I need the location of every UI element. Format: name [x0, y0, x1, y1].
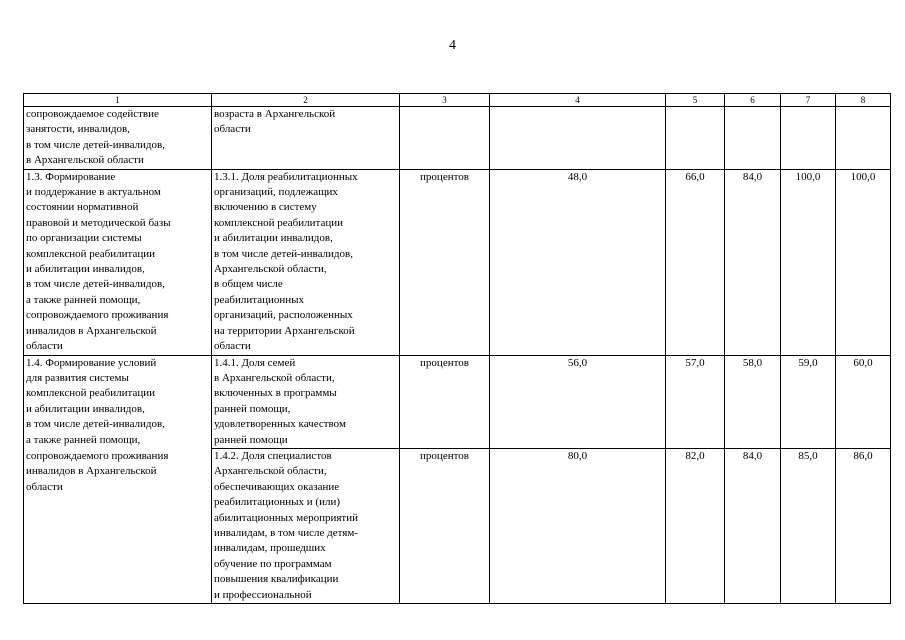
value-cell: 85,0: [781, 448, 836, 603]
indicator-cell: 1.4.1. Доля семей в Архангельской области, включенных в программы ранней помощи, удовлетворенных качеством ранней помощи: [212, 355, 400, 448]
task-cell: сопровождаемого проживания инвалидов в Архангельской области: [24, 448, 212, 603]
value-cell: 100,0: [781, 169, 836, 355]
value-cell: 66,0: [666, 169, 725, 355]
header-cell: 4: [490, 94, 666, 107]
value-cell: [725, 107, 781, 170]
header-row: [24, 94, 891, 107]
value-cell: 84,0: [725, 169, 781, 355]
task-cell: сопровождаемое содействие занятости, инвалидов, в том числе детей-инвалидов, в Архангельской области: [24, 107, 212, 170]
indicator-cell: 1.4.2. Доля специалистов Архангельской области, обеспечивающих оказание реабилитационных и (или) абилитационных мероприятий инвалидам, в том числе детям- инвалидам, прошедших обучение по программам повышения квалификации и профессиональной: [212, 448, 400, 603]
value-cell: 84,0: [725, 448, 781, 603]
header-cell: 6: [725, 94, 781, 107]
value-cell: 86,0: [836, 448, 891, 603]
header-cell: 2: [212, 94, 400, 107]
value-cell: 59,0: [781, 355, 836, 448]
table-row: [24, 355, 891, 448]
header-cell: 8: [836, 94, 891, 107]
table-row: [24, 448, 891, 603]
table-row: [24, 107, 891, 170]
unit-cell: процентов: [400, 448, 490, 603]
header-cell: 3: [400, 94, 490, 107]
indicator-cell: 1.3.1. Доля реабилитационных организаций, подлежащих включению в систему комплексной реабилитации и абилитации инвалидов, в том числе детей-инвалидов, Архангельской области, в общем числе реабилитационных организаций, расположенных на территории Архангельской области: [212, 169, 400, 355]
unit-cell: процентов: [400, 169, 490, 355]
value-cell: [781, 107, 836, 170]
page-number: 4: [449, 38, 456, 53]
value-cell: 58,0: [725, 355, 781, 448]
value-cell: 100,0: [836, 169, 891, 355]
value-cell: 56,0: [490, 355, 666, 448]
header-cell: 7: [781, 94, 836, 107]
value-cell: 60,0: [836, 355, 891, 448]
indicators-table: [23, 93, 891, 604]
unit-cell: [400, 107, 490, 170]
value-cell: [666, 107, 725, 170]
unit-cell: процентов: [400, 355, 490, 448]
value-cell: 80,0: [490, 448, 666, 603]
value-cell: 57,0: [666, 355, 725, 448]
task-cell: 1.4. Формирование условий для развития системы комплексной реабилитации и абилитации инвалидов, в том числе детей-инвалидов, а также ранней помощи,: [24, 355, 212, 448]
task-cell: 1.3. Формирование и поддержание в актуальном состоянии нормативной правовой и методической базы по организации системы комплексной реабилитации и абилитации инвалидов, в том числе детей-инвалидов, а также ранней помощи, сопровождаемого проживания инвалидов в Архангельской области: [24, 169, 212, 355]
value-cell: [836, 107, 891, 170]
value-cell: [490, 107, 666, 170]
value-cell: 48,0: [490, 169, 666, 355]
value-cell: 82,0: [666, 448, 725, 603]
header-cell: 5: [666, 94, 725, 107]
indicator-cell: возраста в Архангельской области: [212, 107, 400, 170]
header-cell: 1: [24, 94, 212, 107]
table-row: [24, 169, 891, 355]
